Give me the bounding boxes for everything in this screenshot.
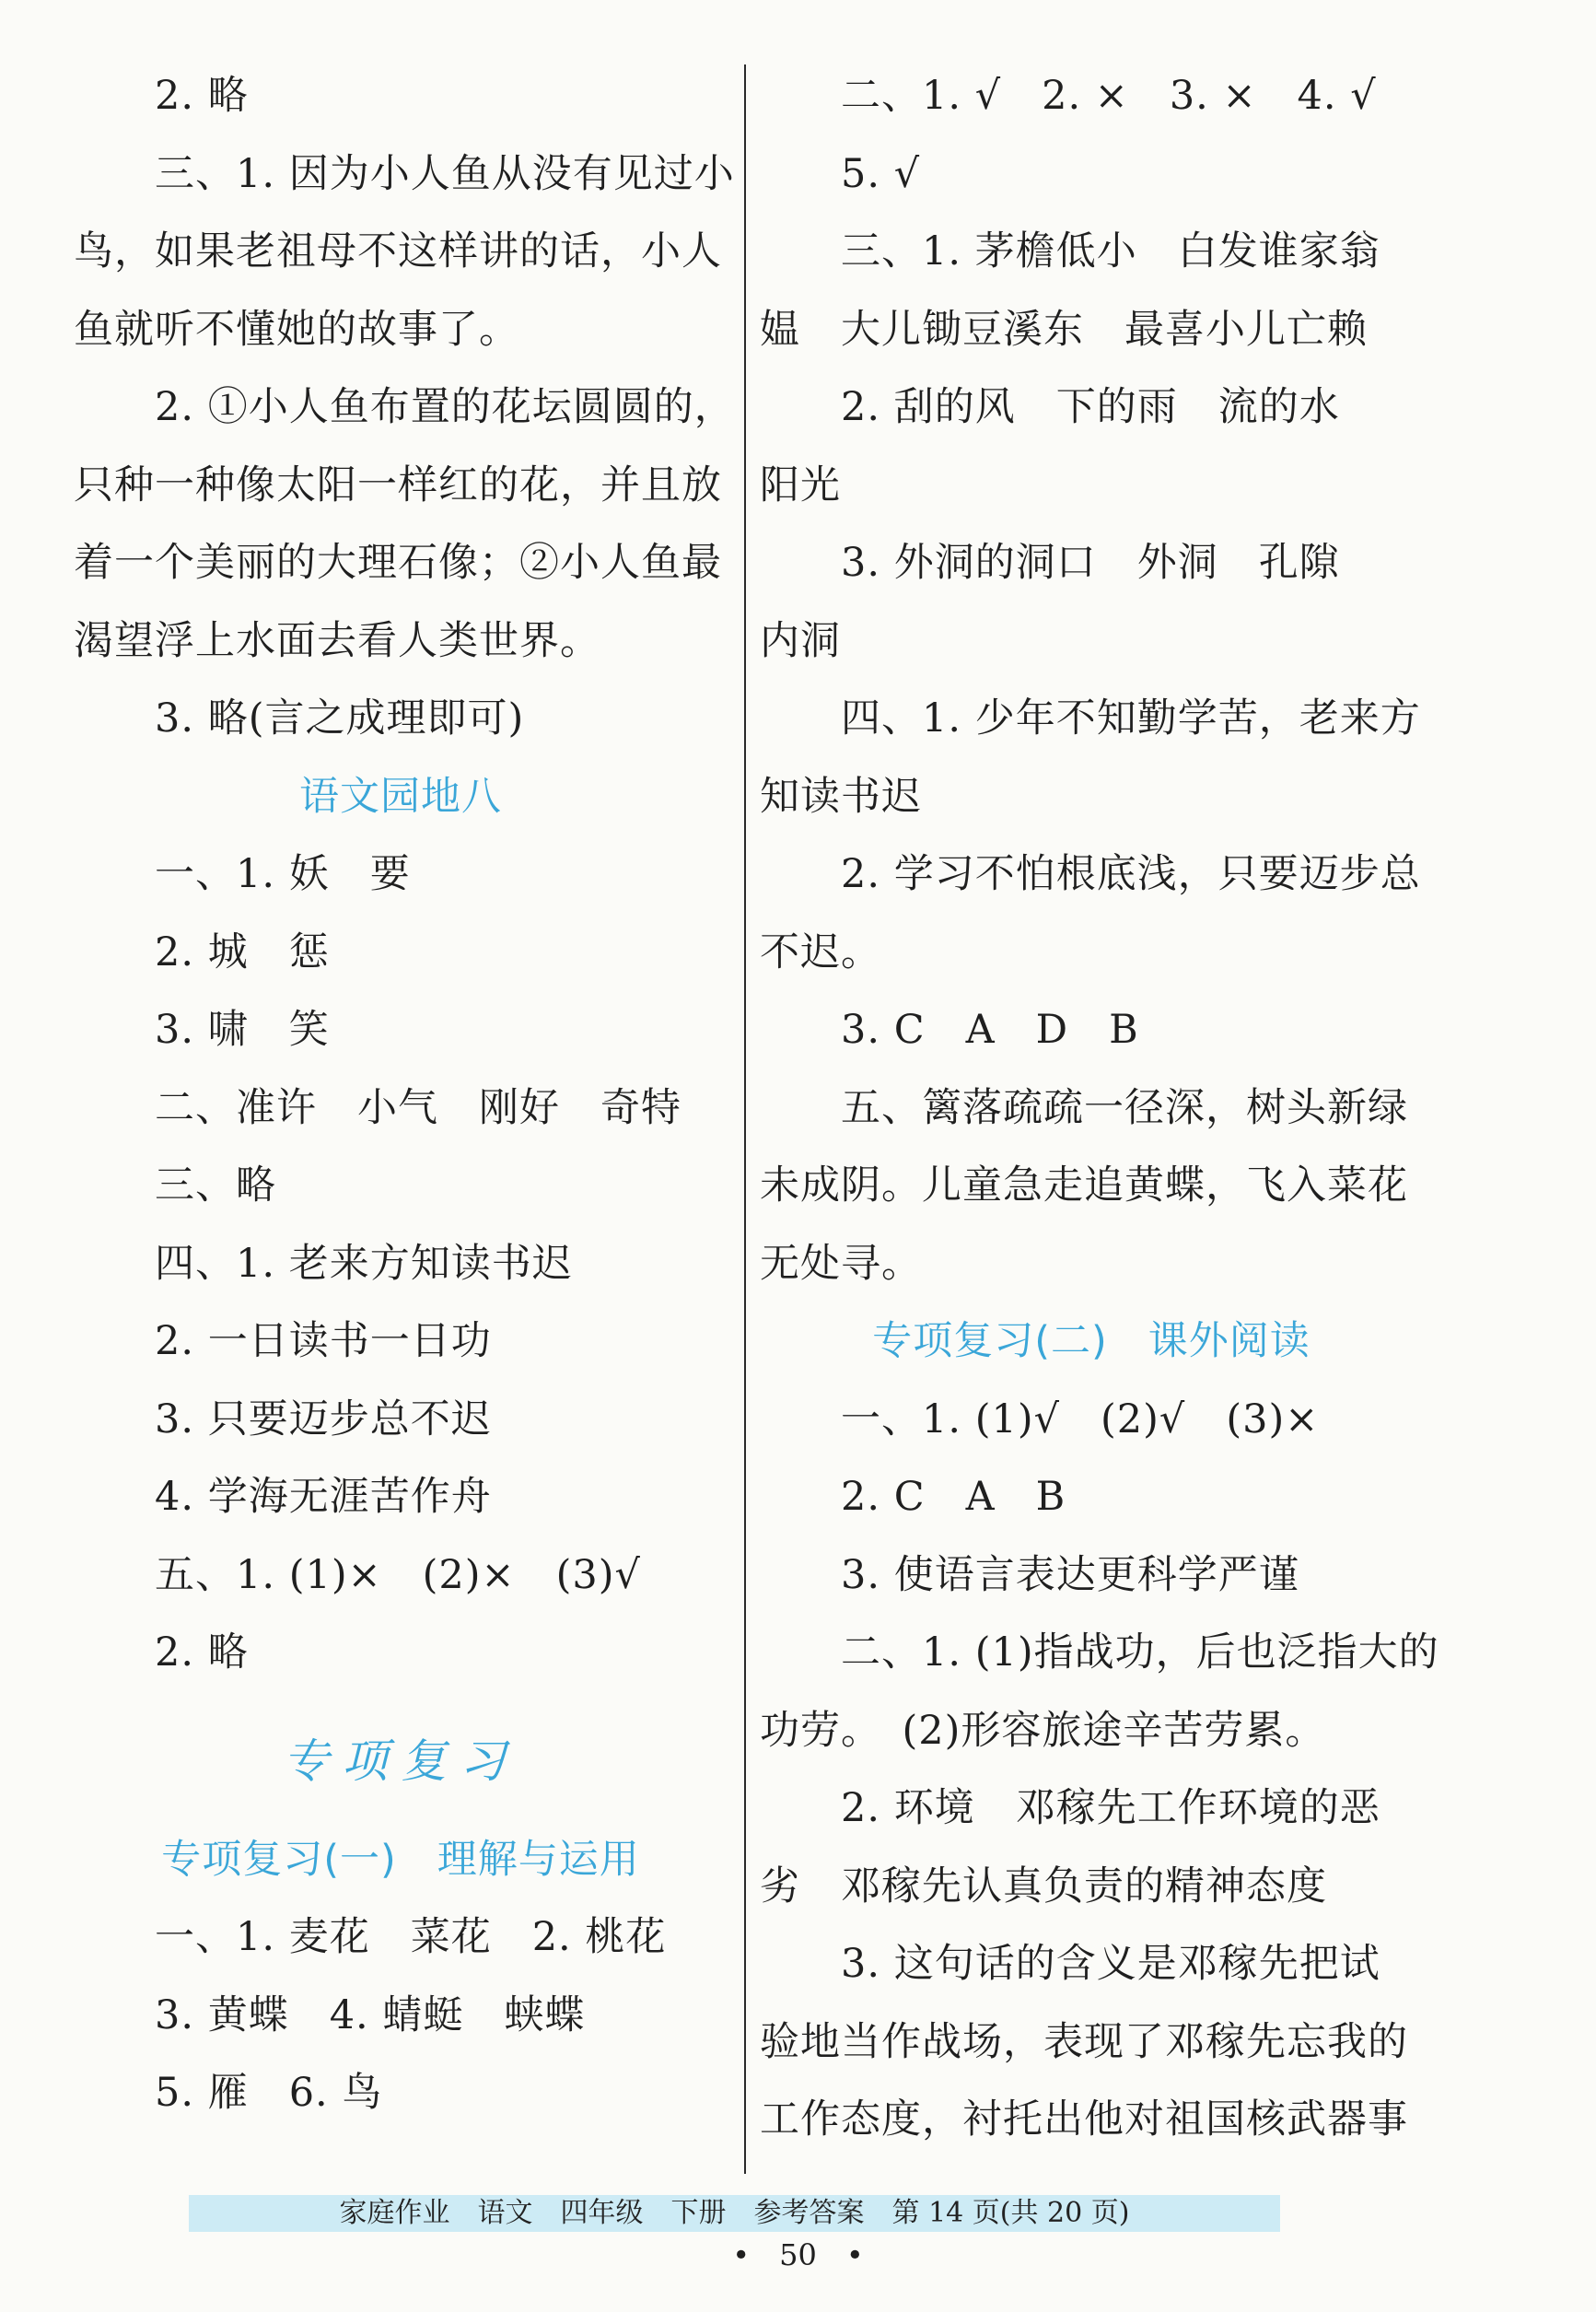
column-divider [744, 64, 746, 2174]
answer-line: 内洞 [760, 617, 841, 664]
answer-line: 渴望浮上水面去看人类世界。 [74, 617, 600, 664]
answer-line: 3. 外洞的洞口 外洞 孔隙 [841, 540, 1340, 586]
answer-line: 2. 略 [155, 1629, 249, 1676]
answer-line: 3. 只要迈步总不迟 [155, 1395, 492, 1442]
answer-line: 5. √ [841, 150, 921, 197]
answer-line: 鸟，如果老祖母不这样讲的话，小人 [74, 228, 722, 274]
answer-line: 5. 雁 6. 鸟 [155, 2070, 383, 2116]
answer-line: 无处寻。 [760, 1240, 922, 1287]
answer-line: 鱼就听不懂她的故事了。 [74, 306, 519, 353]
answer-line: 3. 啸 笑 [155, 1007, 330, 1053]
answer-line: 2. 城 惩 [155, 928, 330, 975]
answer-line: 2. C A B [841, 1474, 1066, 1520]
answer-line: 一、1. 妖 要 [155, 851, 411, 897]
answer-line: 未成阴。儿童急走追黄蝶，飞入菜花 [760, 1162, 1408, 1209]
section-heading: 专项复习(一) 理解与运用 [161, 1836, 640, 1883]
answer-line: 着一个美丽的大理石像；②小人鱼最 [74, 540, 722, 586]
answer-line: 3. 这句话的含义是邓稼先把试 [841, 1941, 1380, 1987]
answer-line: 2. 一日读书一日功 [155, 1318, 492, 1364]
section-heading: 语文园地八 [299, 773, 502, 820]
answer-line: 2. 略 [155, 73, 249, 119]
answer-line: 一、1. (1)√ (2)√ (3)× [841, 1395, 1320, 1442]
answer-line: 4. 学海无涯苦作舟 [155, 1474, 492, 1520]
answer-line: 2. 学习不怕根底浅，只要迈步总 [841, 851, 1421, 897]
answer-line: 2. ①小人鱼布置的花坛圆圆的， [155, 384, 735, 430]
answer-line: 五、1. (1)× (2)× (3)√ [155, 1551, 641, 1598]
answer-line: 3. 略(言之成理即可) [155, 695, 525, 741]
answer-line: 功劳。 (2)形容旅途辛苦劳累。 [760, 1707, 1326, 1754]
answer-line: 二、准许 小气 刚好 奇特 [155, 1084, 682, 1131]
answer-line: 三、1. 因为小人鱼从没有见过小 [155, 150, 735, 197]
answer-line: 一、1. 麦花 菜花 2. 桃花 [155, 1914, 667, 1960]
left-column [74, 57, 735, 2132]
answer-line: 只种一种像太阳一样红的花，并且放 [74, 461, 722, 508]
answer-line: 三、1. 茅檐低小 白发谁家翁 [841, 228, 1380, 274]
answer-line: 2. 环境 邓稼先工作环境的恶 [841, 1785, 1380, 1831]
section-heading: 专项复习(二) 课外阅读 [872, 1318, 1311, 1364]
answer-line: 三、略 [155, 1162, 276, 1209]
answer-line: 3. 黄蝶 4. 蜻蜓 蛱蝶 [155, 1991, 586, 2038]
footer-band: 家庭作业 语文 四年级 下册 参考答案 第 14 页(共 20 页) [189, 2195, 1280, 2232]
page-number: • 50 • [732, 2237, 864, 2272]
answer-line: 二、1. (1)指战功，后也泛指大的 [841, 1629, 1439, 1676]
answer-line: 劣 邓稼先认真负责的精神态度 [760, 1862, 1327, 1909]
answer-line: 阳光 [760, 461, 841, 508]
answer-line: 3. C A D B [841, 1007, 1139, 1053]
section-heading: 专项复习 [283, 1734, 518, 1788]
answer-line: 二、1. √ 2. × 3. × 4. √ [841, 73, 1377, 119]
answer-line: 四、1. 老来方知读书迟 [155, 1240, 573, 1287]
answer-line: 媪 大儿锄豆溪东 最喜小儿亡赖 [760, 306, 1368, 353]
answer-line: 四、1. 少年不知勤学苦，老来方 [841, 695, 1421, 741]
answer-line: 不迟。 [760, 928, 881, 975]
answer-line: 工作态度，衬托出他对祖国核武器事 [760, 2096, 1408, 2143]
answer-line: 2. 刮的风 下的雨 流的水 [841, 384, 1340, 430]
right-column [760, 57, 1439, 2159]
answer-line: 验地当作战场，表现了邓稼先忘我的 [760, 2018, 1408, 2065]
answer-line: 知读书迟 [760, 773, 922, 820]
answer-line: 五、篱落疏疏一径深，树头新绿 [841, 1084, 1408, 1131]
answer-line: 3. 使语言表达更科学严谨 [841, 1551, 1299, 1598]
